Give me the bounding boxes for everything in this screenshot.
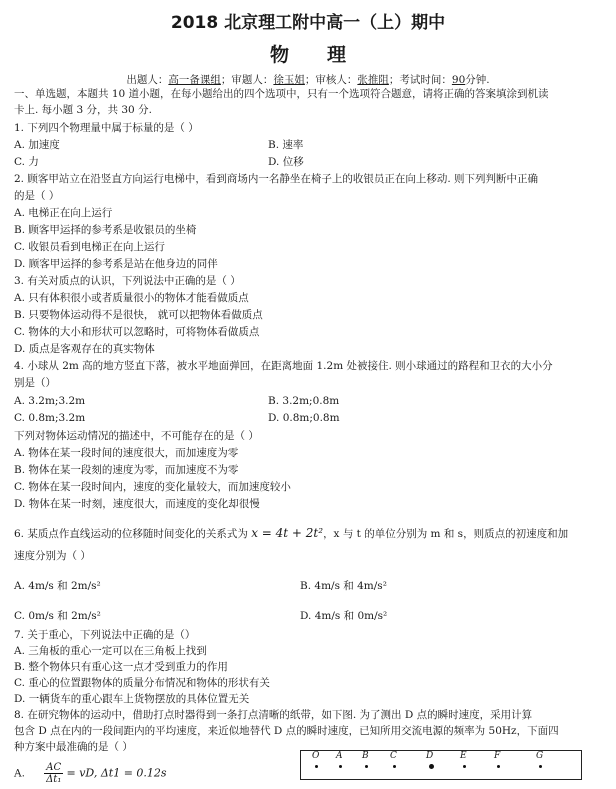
tape-dot-o (315, 765, 318, 768)
tape-label-d: D (426, 751, 434, 761)
tape-dot-f (497, 765, 500, 768)
fraction (44, 762, 63, 785)
option-b: B. 顾客甲运择的参考系是收银员的坐椅 (14, 224, 197, 236)
option-d: D. 0.8m;0.8m (268, 412, 340, 424)
tape-label-b: B (362, 751, 369, 761)
option-c: C. 重心的位置跟物体的质量分布情况和物体的形状有关 (14, 677, 270, 689)
option-a: A. 电梯正在向上运行 (14, 207, 113, 219)
question-stem-text-cont: ，x 与 t 的单位分别为 m 和 s，则质点的初速度和加 (323, 528, 569, 540)
option-a-formula: = vD, Δt1 = 0.12s (66, 766, 167, 780)
question-stem: 2. 顾客甲站立在沿竖直方向运行电梯中，看到商场内一名静坐在椅子上的收银员正在向上移动. 则下列判断中正确 (14, 173, 539, 185)
option-c: C. 0.8m;3.2m (14, 412, 86, 424)
option-a: A. 3.2m;3.2m (14, 395, 86, 407)
question-stem: 7. 关于重心，下列说法中正确的是（） (14, 629, 196, 641)
option-b: B. 速率 (268, 139, 304, 151)
subject-heading: 物理 (269, 44, 384, 66)
option-d: D. 4m/s 和 0m/s² (300, 610, 388, 622)
exam-title: 2018 北京理工附中高一（上）期中 (170, 13, 446, 33)
question-stem-text: 6. 某质点作直线运动的位移随时间变化的关系式为 (14, 528, 248, 540)
question-stem: 3. 有关对质点的认识，下列说法中正确的是（ ） (14, 275, 241, 287)
setter-label: 出题人： (126, 74, 169, 86)
option-d: D. 位移 (268, 156, 304, 168)
reviewer-name: 徐玉姐 (273, 74, 305, 86)
question-stem: 8. 在研究物体的运动中，借助打点时器得到一条打点清晰的纸带，如下图. 为了测出 D 点的瞬时速度，采用计算 (14, 709, 533, 721)
option-b: B. 3.2m;0.8m (268, 395, 340, 407)
option-c: C. 力 (14, 156, 39, 168)
question-stem: 4. 小球从 2m 高的地方竖直下落，被水平地面弹回，在距离地面 1.2m 处被接住. 则小球通过的路程和卫衣的大小分 (14, 360, 553, 372)
tape-label-f: F (494, 751, 501, 761)
option-a-label: A. (14, 767, 25, 780)
approver-name: 张推阻 (357, 74, 389, 86)
option-d: D. 物体在某一时刻，速度很大，而速度的变化却很慢 (14, 498, 260, 510)
option-a: A. 物体在某一段时间的速度很大，而加速度为零 (14, 447, 239, 459)
question-stem (14, 527, 568, 541)
tape-dot-d (429, 764, 434, 769)
reviewer-label: ；审题人： (220, 74, 274, 86)
option-a: A. 三角板的重心一定可以在三角板上找到 (14, 645, 207, 657)
option-c: C. 物体的大小和形状可以忽略时，可将物体看做质点 (14, 326, 260, 338)
tape-label-c: C (390, 751, 397, 761)
option-c: C. 0m/s 和 2m/s² (14, 610, 101, 622)
tape-label-o: O (312, 751, 320, 761)
position-formula: x = 4t + 2t² (251, 526, 324, 540)
ticker-tape-figure (300, 750, 582, 780)
time-value: 90 (451, 74, 466, 86)
tape-dot-a (339, 765, 342, 768)
option-d: D. 一辆货车的重心跟车上货物摆放的具体位置无关 (14, 693, 250, 705)
question-stem-cont: 速度分别为（ ） (14, 550, 91, 562)
option-a: A. 只有体积很小或者质量很小的物体才能看做质点 (14, 292, 249, 304)
option-d: D. 质点是客观存在的真实物体 (14, 343, 155, 355)
option-a: A. 4m/s 和 2m/s² (14, 580, 101, 592)
question-stem-cont: 的是（ ） (14, 190, 60, 202)
question-stem-cont-2: 种方案中最准确的是（ ） (14, 741, 133, 753)
time-label: ；考试时间： (388, 74, 452, 86)
option-b: B. 只要物体运动得不是很快， 就可以把物体看做质点 (14, 309, 263, 321)
option-c: C. 物体在某一段时间内，速度的变化量较大，而加速度较小 (14, 481, 291, 493)
fraction-numerator: AC (46, 762, 62, 773)
section-instructions-cont: 卡上. 每小题 3 分，共 30 分. (14, 104, 152, 116)
tape-dot-g (539, 765, 542, 768)
tape-label-e: E (460, 751, 467, 761)
tape-dot-e (463, 765, 466, 768)
section-instructions: 一、单选题，本题共 10 道小题，在每小题给出的四个选项中，只有一个选项符合题意，请将正确的答案填涂到机读 (14, 88, 549, 100)
exam-meta (0, 72, 616, 87)
approver-label: ；审核人： (304, 74, 358, 86)
option-b: B. 4m/s 和 4m/s² (300, 580, 387, 592)
option-a: A. 加速度 (14, 139, 60, 151)
setter-name: 高一备课组 (168, 74, 221, 86)
tape-label-a: A (336, 751, 343, 761)
option-c: C. 收银员看到电梯正在向上运行 (14, 241, 165, 253)
option-b: B. 物体在某一段刻的速度为零，而加速度不为零 (14, 464, 239, 476)
question-stem: 1. 下列四个物理量中属于标量的是（ ） (14, 122, 199, 134)
fraction-denominator: Δt₁ (46, 774, 62, 785)
question-stem-cont: 别是（） (14, 377, 56, 389)
tape-dot-c (393, 765, 396, 768)
tape-dot-b (365, 765, 368, 768)
option-b: B. 整个物体只有重心这一点才受到重力的作用 (14, 661, 228, 673)
option-a (14, 762, 167, 785)
question-stem: 下列对物体运动情况的描述中，不可能存在的是（ ） (14, 430, 259, 442)
option-d: D. 顾客甲运择的参考系是站在他身边的同伴 (14, 258, 218, 270)
time-unit: 分钟. (465, 74, 490, 86)
question-stem-cont: 包含 D 点在内的一段间距内的平均速度，来近似地替代 D 点的瞬时速度，已知所用交流电源的频率为 50Hz，下面四 (14, 725, 559, 737)
tape-label-g: G (536, 751, 544, 761)
